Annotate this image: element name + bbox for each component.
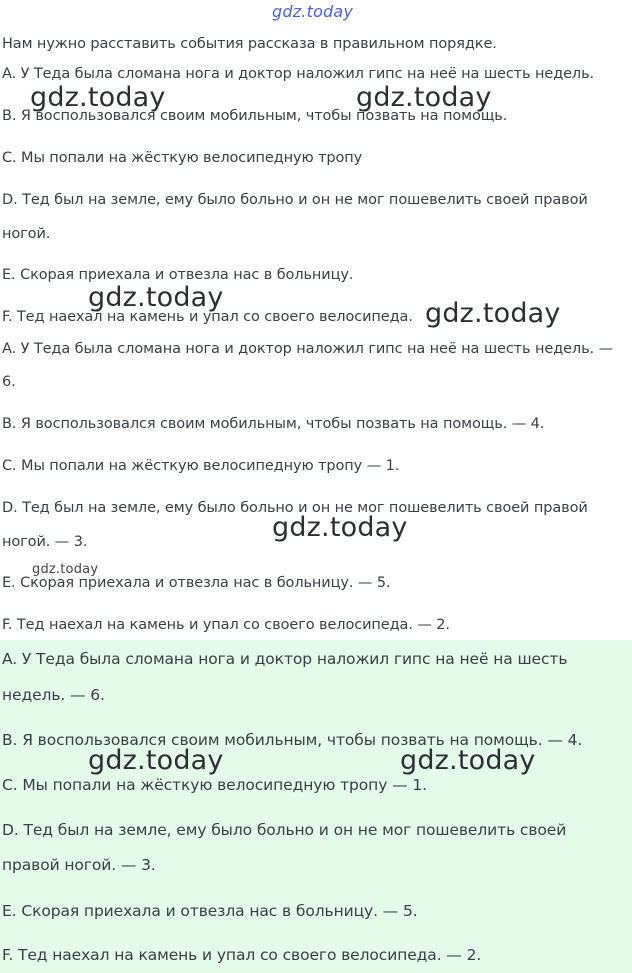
event-f: F. Тед наехал на камень и упал со своего велосипеда.	[2, 309, 413, 325]
watermark: gdz.today	[400, 745, 536, 776]
watermark: gdz.today	[88, 745, 224, 776]
watermark: gdz.today	[272, 512, 408, 543]
intro-text: Нам нужно расставить события рассказа в правильном порядке.	[2, 36, 497, 52]
final-c: C. Мы попали на жёсткую велосипедную тропу — 1.	[2, 776, 427, 794]
answer-e: E. Скорая приехала и отвезла нас в больницу. — 5.	[2, 575, 391, 591]
final-e: E. Скорая приехала и отвезла нас в больницу. — 5.	[2, 902, 418, 920]
event-c: C. Мы попали на жёсткую велосипедную тропу	[2, 150, 363, 166]
final-a-line1: A. У Теда была сломана нога и доктор наложил гипс на неё на шесть	[2, 650, 568, 668]
event-a: A. У Теда была сломана нога и доктор наложил гипс на неё на шесть недель.	[2, 66, 595, 82]
answer-d-line1: D. Тед был на земле, ему было больно и он не мог пошевелить своей правой	[2, 500, 588, 516]
answer-a-line2: 6.	[2, 374, 16, 390]
watermark: gdz.today	[30, 82, 166, 113]
final-a-line2: недель. — 6.	[2, 686, 105, 704]
watermark: gdz.today	[425, 298, 561, 329]
event-e: E. Скорая приехала и отвезла нас в больницу.	[2, 267, 354, 283]
final-b: B. Я воспользовался своим мобильным, чтобы позвать на помощь. — 4.	[2, 731, 583, 749]
answer-c: C. Мы попали на жёсткую велосипедную тропу — 1.	[2, 458, 400, 474]
watermark: gdz.today	[88, 282, 224, 313]
answer-f: F. Тед наехал на камень и упал со своего велосипеда. — 2.	[2, 617, 450, 633]
final-f: F. Тед наехал на камень и упал со своего велосипеда. — 2.	[2, 946, 482, 964]
answer-a-line1: A. У Теда была сломана нога и доктор наложил гипс на неё на шесть недель. —	[2, 341, 613, 357]
final-d-line1: D. Тед был на земле, ему было больно и он не мог пошевелить своей	[2, 821, 567, 839]
answer-d-line2: ногой. — 3.	[2, 534, 88, 550]
answer-b: B. Я воспользовался своим мобильным, чтобы позвать на помощь. — 4.	[2, 416, 545, 432]
watermark: gdz.today	[32, 562, 99, 577]
watermark: gdz.today	[272, 2, 354, 21]
event-d-line1: D. Тед был на земле, ему было больно и он не мог пошевелить своей правой	[2, 192, 588, 208]
watermark: gdz.today	[356, 82, 492, 113]
event-d-line2: ногой.	[2, 226, 51, 242]
event-b: B. Я воспользовался своим мобильным, чтобы позвать на помощь.	[2, 108, 508, 124]
final-d-line2: правой ногой. — 3.	[2, 856, 156, 874]
